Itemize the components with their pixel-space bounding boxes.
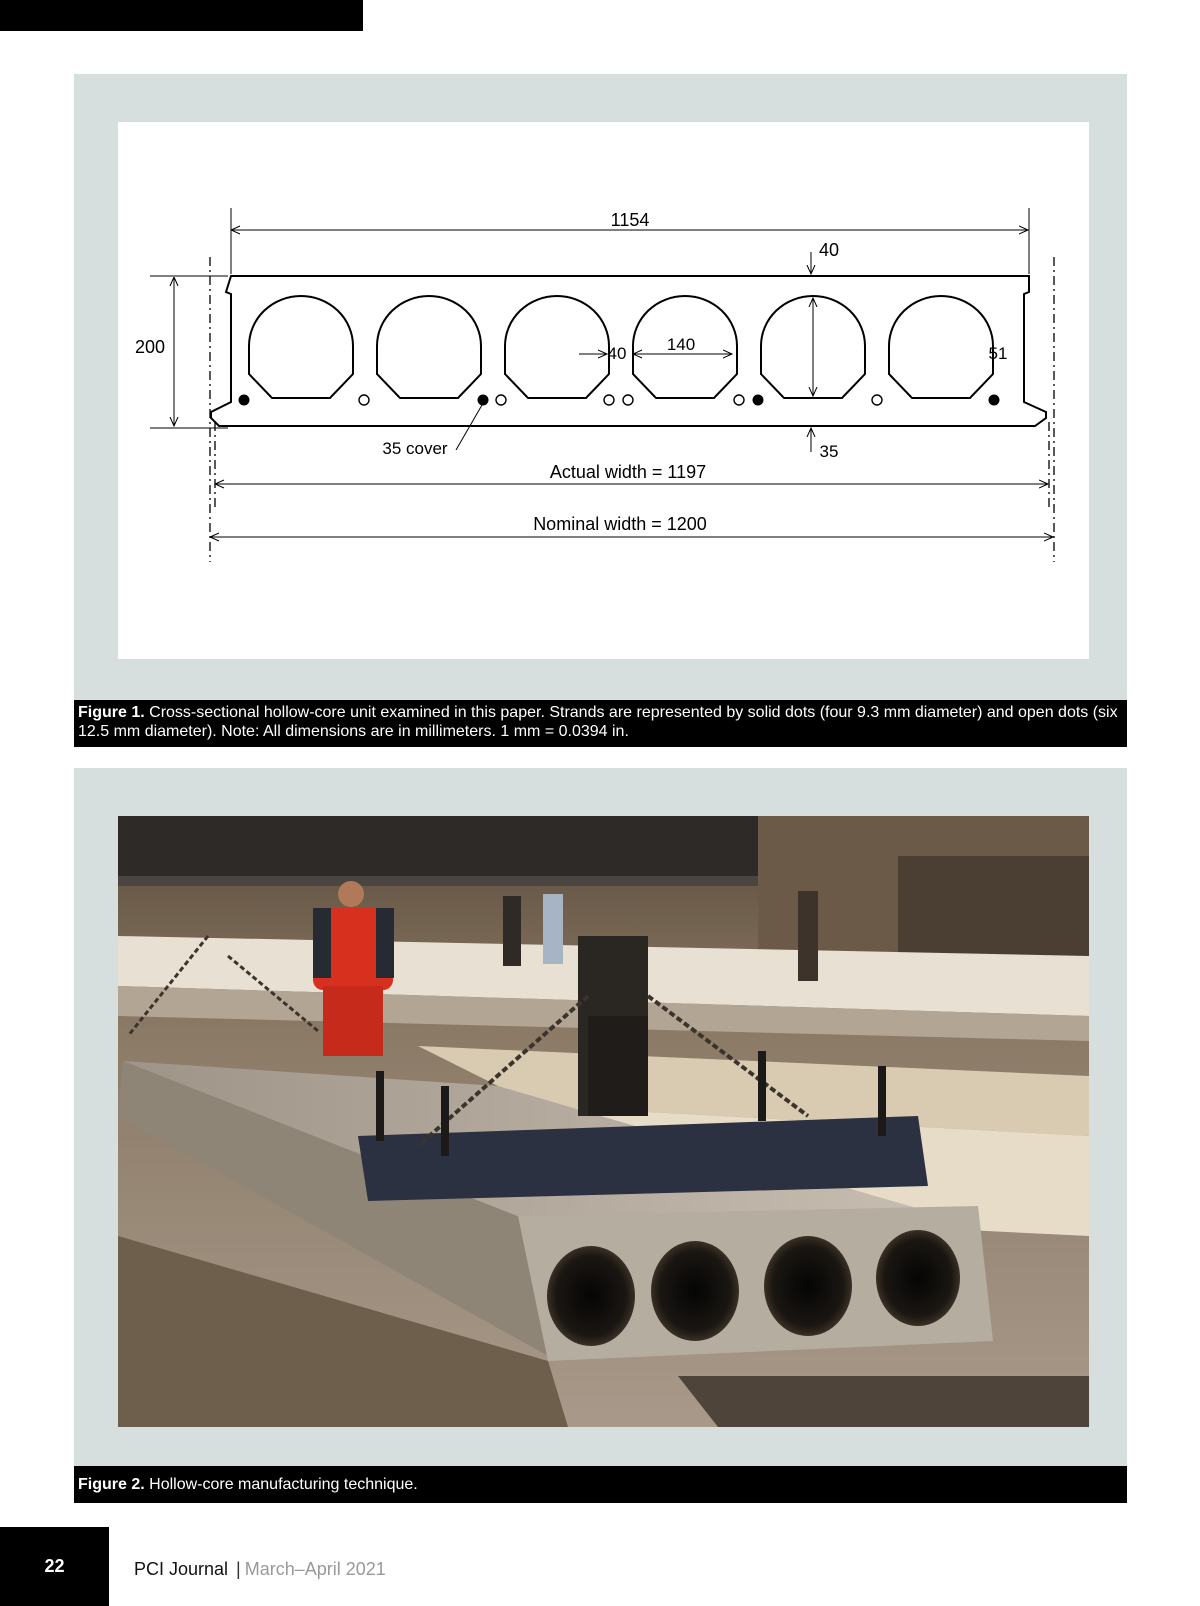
- figure-1-caption: [74, 700, 1127, 747]
- solid-strands: [239, 395, 1000, 406]
- page-number: 22: [44, 1556, 65, 1576]
- header-bar: [0, 0, 363, 31]
- journal-footer: [134, 1559, 386, 1580]
- core-width-label: 140: [666, 335, 696, 354]
- footer-separator: |: [236, 1559, 241, 1579]
- hollow-core-cross-section-drawing: [118, 122, 1089, 659]
- figure-2-caption: [74, 1466, 1127, 1503]
- nominal-width-label: Nominal width = 1200: [533, 514, 707, 534]
- figure-1-panel: [74, 74, 1127, 700]
- top-thickness-label: 40: [818, 240, 840, 260]
- edge-label: 51: [988, 344, 1008, 363]
- core-3: [505, 296, 609, 398]
- figure-2-caption-text: Hollow-core manufacturing technique.: [144, 1476, 418, 1493]
- core-6: [889, 296, 993, 398]
- journal-name: PCI Journal: [134, 1559, 229, 1579]
- issue-date: March–April 2021: [244, 1559, 386, 1579]
- figure-1-caption-text: Cross-sectional hollow-core unit examined in this paper. Strands are represented by solid dots (four 9.3 mm diameter) and open dots (six 12.5 mm diameter). Note: All dimensions are in millimeters. 1 mm = 0.0394 in.: [78, 704, 1118, 740]
- core-1: [249, 296, 353, 398]
- figure-2-caption-label: Figure 2.: [78, 1476, 145, 1493]
- web-thickness-label: 40: [607, 344, 627, 363]
- height-label: 200: [134, 337, 166, 357]
- figure-1-drawing-area: [118, 122, 1089, 659]
- top-width-label: 1154: [610, 210, 650, 230]
- actual-width-label: Actual width = 1197: [549, 462, 707, 482]
- figure-1-caption-label: Figure 1.: [78, 704, 145, 721]
- open-strands: [359, 395, 882, 405]
- bottom-thickness-label: 35: [819, 442, 839, 461]
- hollow-core-manufacturing-photo: [118, 816, 1089, 1427]
- cover-label: 35 cover: [382, 439, 448, 458]
- figure-2-panel: [74, 768, 1127, 1466]
- core-2: [377, 296, 481, 398]
